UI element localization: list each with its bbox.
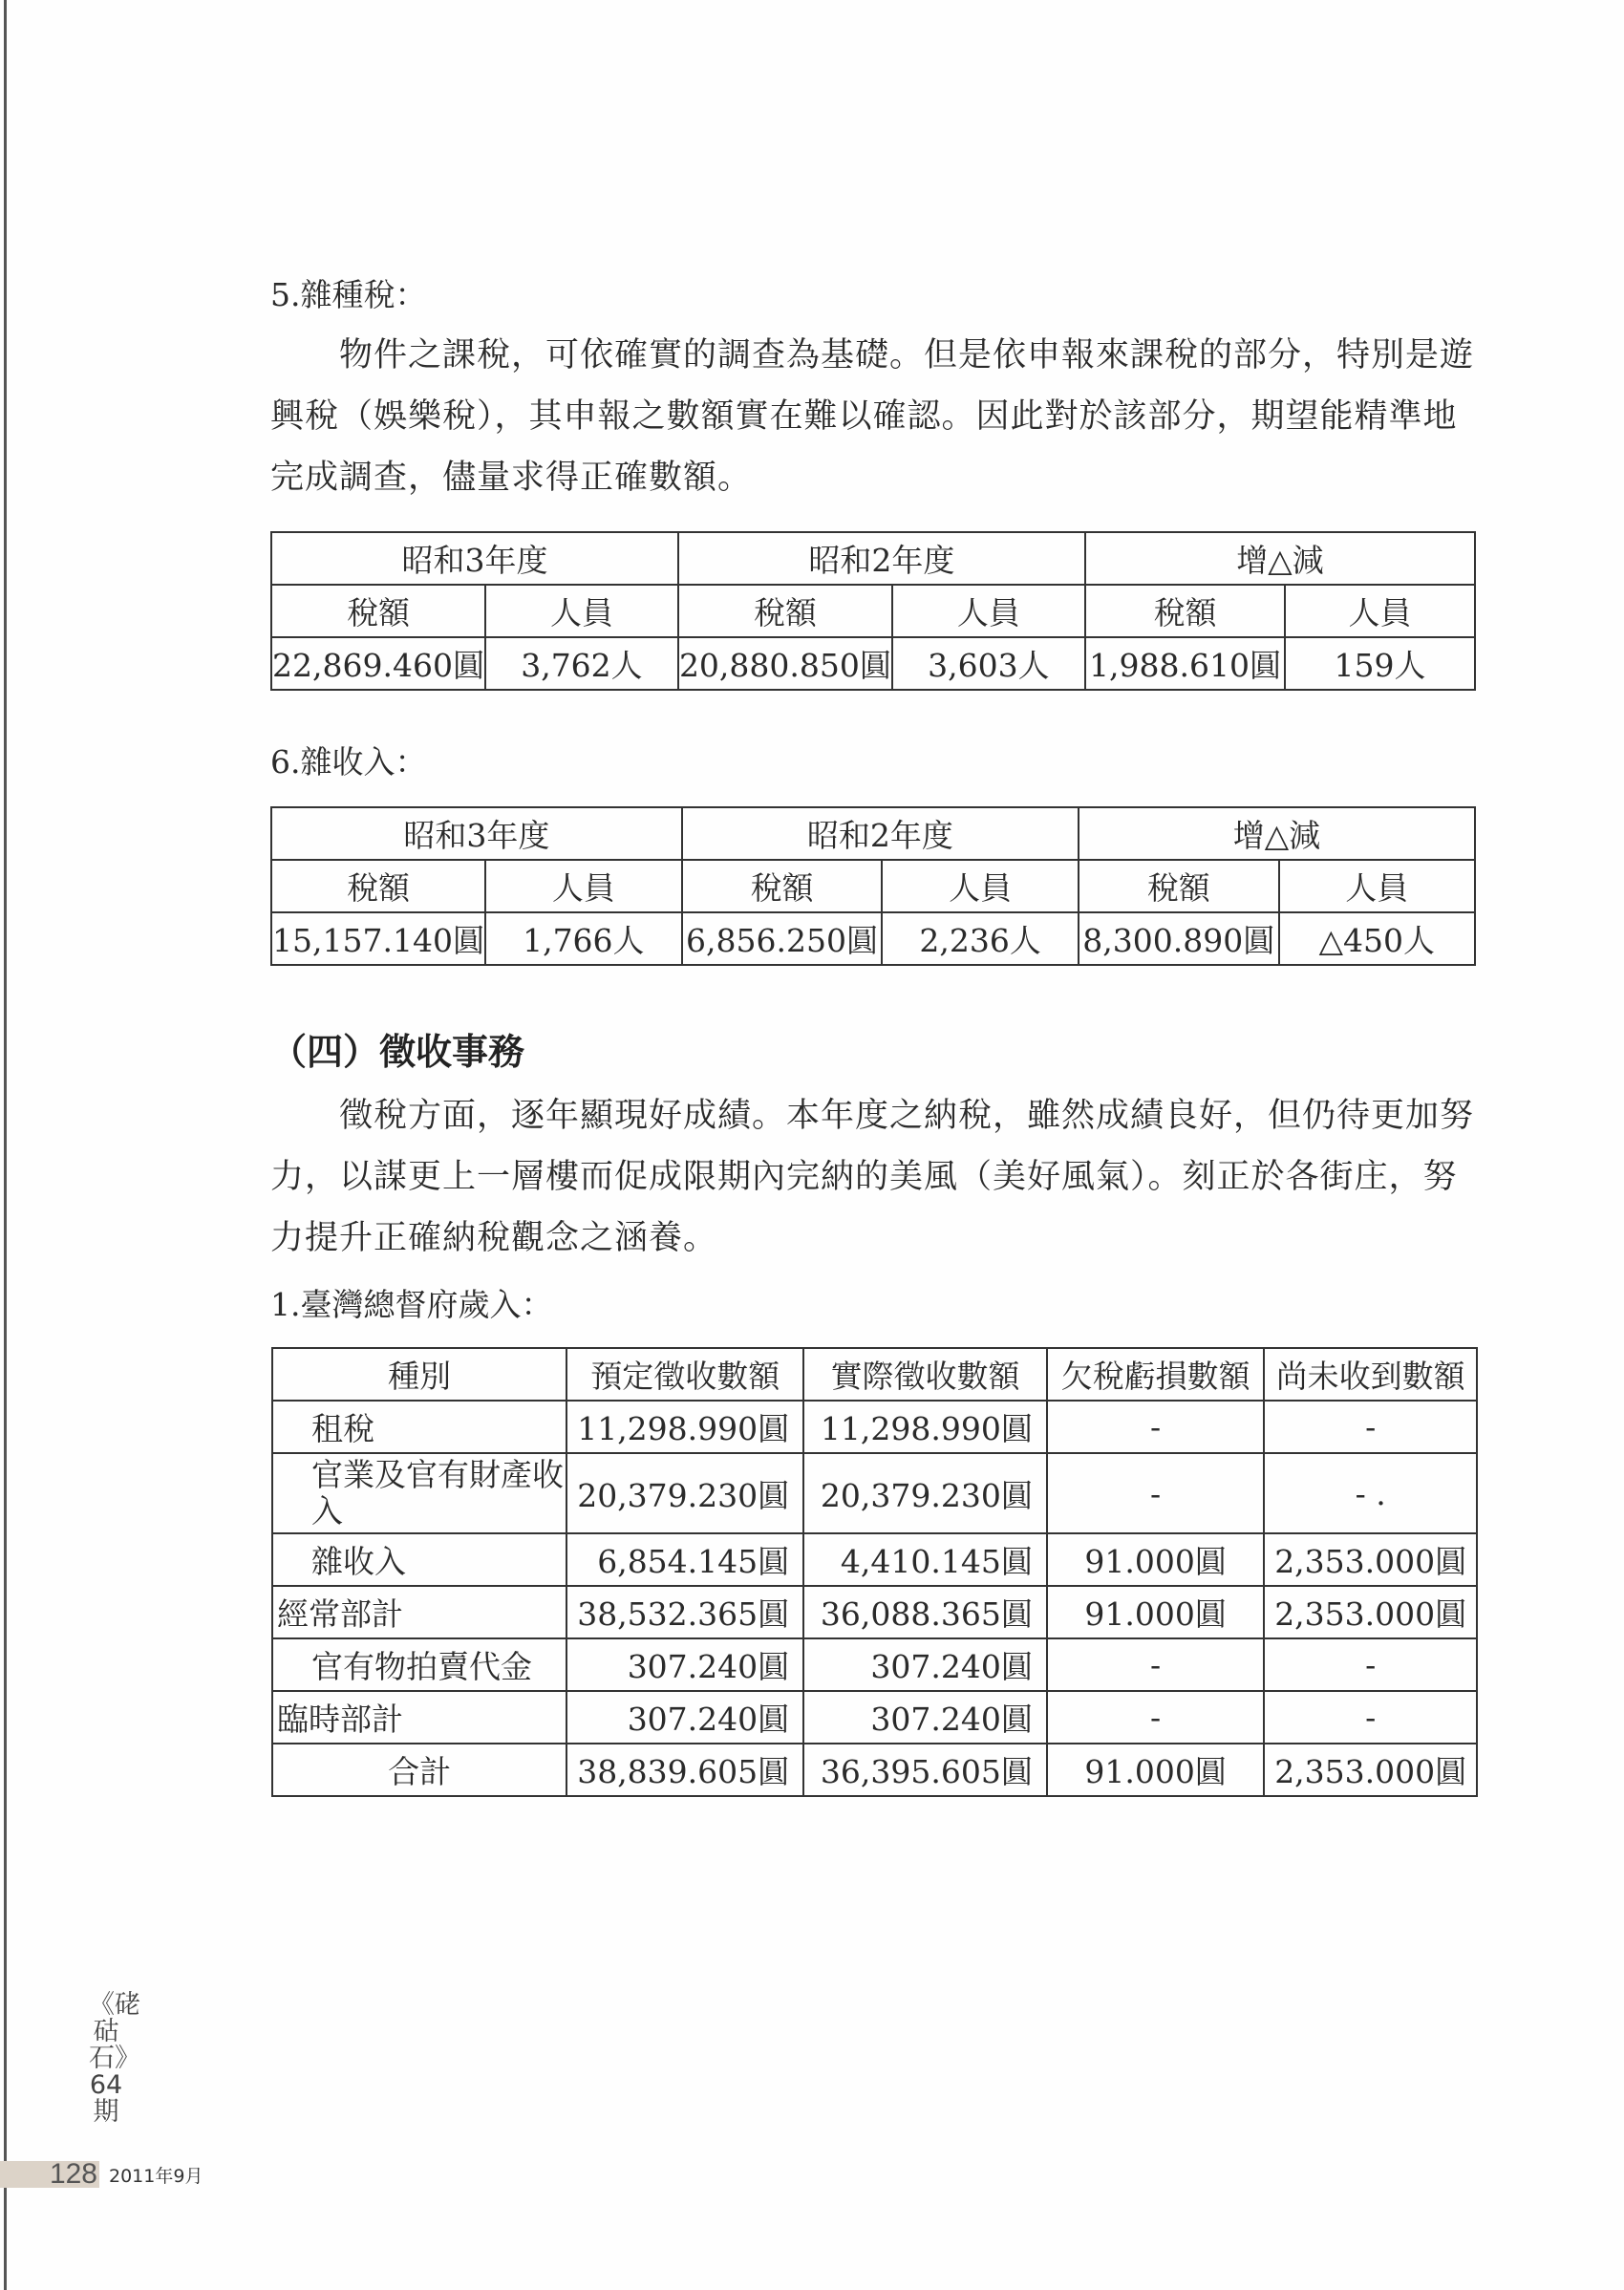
table-row: [272, 1744, 1477, 1796]
subheader: 稅額: [271, 860, 485, 912]
amount-cell: 38,839.605圓: [566, 1744, 803, 1796]
subheader: 稅額: [271, 585, 485, 637]
magazine-title: 《硓𥑮石》64期: [89, 1990, 140, 2127]
subheader: 人員: [485, 585, 678, 637]
table-row: [272, 1691, 1477, 1744]
table-misc-income: [270, 806, 1476, 966]
amount-cell: 307.240圓: [566, 1691, 803, 1744]
header-cell: 欠稅虧損數額: [1047, 1348, 1264, 1401]
header-cell: 實際徵收數額: [803, 1348, 1047, 1401]
cell: 159人: [1285, 637, 1475, 690]
subheader: 稅額: [1085, 585, 1285, 637]
header-cell: 預定徵收數額: [566, 1348, 803, 1401]
header-cell: 尚未收到數額: [1264, 1348, 1477, 1401]
cell: 2,236人: [882, 912, 1079, 965]
amount-cell: 36,088.365圓: [803, 1586, 1047, 1638]
cell: 22,869.460圓: [271, 637, 485, 690]
amount-cell: -: [1264, 1691, 1477, 1744]
amount-cell: 2,353.000圓: [1264, 1533, 1477, 1586]
issue-date: 2011年9月: [109, 2166, 203, 2187]
amount-cell: 2,353.000圓: [1264, 1744, 1477, 1796]
amount-cell: 36,395.605圓: [803, 1744, 1047, 1796]
amount-cell: 91.000圓: [1047, 1744, 1264, 1796]
cell: 15,157.140圓: [271, 912, 485, 965]
amount-cell: 307.240圓: [803, 1691, 1047, 1744]
amount-cell: -: [1047, 1638, 1264, 1691]
table-misc-tax: [270, 531, 1476, 691]
subheader: 人員: [892, 585, 1085, 637]
section4-heading: （四）徵收事務: [270, 1031, 525, 1073]
category-cell: 合計: [272, 1744, 566, 1796]
section5-title: 5.雜種稅：: [270, 276, 427, 313]
amount-cell: 6,854.145圓: [566, 1533, 803, 1586]
subheader: 稅額: [682, 860, 883, 912]
table-row: [272, 1453, 1477, 1533]
amount-cell: 20,379.230圓: [566, 1453, 803, 1533]
amount-cell: -: [1264, 1638, 1477, 1691]
cell: 3,762人: [485, 637, 678, 690]
table-revenue: [271, 1347, 1478, 1797]
amount-cell: - .: [1264, 1453, 1477, 1533]
table-row: [271, 912, 1475, 965]
cell: 6,856.250圓: [682, 912, 883, 965]
category-cell: 官業及官有財產收入: [272, 1453, 566, 1533]
cell: 3,603人: [892, 637, 1085, 690]
amount-cell: 91.000圓: [1047, 1533, 1264, 1586]
amount-cell: 20,379.230圓: [803, 1453, 1047, 1533]
subheader: 人員: [485, 860, 682, 912]
group-header: 昭和2年度: [678, 532, 1085, 585]
section6-title: 6.雜收入：: [270, 743, 427, 781]
amount-cell: 4,410.145圓: [803, 1533, 1047, 1586]
page-edge: [4, 0, 7, 2290]
table-row: [272, 1586, 1477, 1638]
section4-subtitle: 1.臺灣總督府歲入：: [270, 1286, 553, 1323]
group-header: 昭和2年度: [682, 807, 1079, 860]
group-header: 昭和3年度: [271, 532, 678, 585]
table-row: [272, 1638, 1477, 1691]
cell: 1,766人: [485, 912, 682, 965]
category-cell: 經常部計: [272, 1586, 566, 1638]
subheader: 稅額: [1079, 860, 1279, 912]
amount-cell: -: [1047, 1691, 1264, 1744]
amount-cell: 307.240圓: [566, 1638, 803, 1691]
amount-cell: -: [1264, 1401, 1477, 1453]
amount-cell: 11,298.990圓: [803, 1401, 1047, 1453]
page-number: 128: [0, 2161, 99, 2188]
subheader: 人員: [1285, 585, 1475, 637]
category-cell: 租稅: [272, 1401, 566, 1453]
amount-cell: 2,353.000圓: [1264, 1586, 1477, 1638]
category-cell: 臨時部計: [272, 1691, 566, 1744]
category-cell: 官有物拍賣代金: [272, 1638, 566, 1691]
header-cell: 種別: [272, 1348, 566, 1401]
amount-cell: -: [1047, 1401, 1264, 1453]
table-row: [272, 1533, 1477, 1586]
subheader: 人員: [882, 860, 1079, 912]
group-header: 昭和3年度: [271, 807, 682, 860]
subheader: 稅額: [678, 585, 892, 637]
cell: △450人: [1279, 912, 1475, 965]
amount-cell: 91.000圓: [1047, 1586, 1264, 1638]
category-cell: 雜收入: [272, 1533, 566, 1586]
section5-paragraph: 物件之課稅，可依確實的調查為基礎。但是依申報來課稅的部分，特別是遊興稅（娛樂稅），其申報之數額實在難以確認。因此對於該部分，期望能精準地完成調查，儘量求得正確數額。: [270, 336, 1475, 497]
table-row: [272, 1401, 1477, 1453]
amount-cell: -: [1047, 1453, 1264, 1533]
cell: 20,880.850圓: [678, 637, 892, 690]
subheader: 人員: [1279, 860, 1475, 912]
amount-cell: 11,298.990圓: [566, 1401, 803, 1453]
group-header: 增△減: [1079, 807, 1475, 860]
cell: 8,300.890圓: [1079, 912, 1279, 965]
amount-cell: 38,532.365圓: [566, 1586, 803, 1638]
section4-paragraph: 徵稅方面，逐年顯現好成績。本年度之納稅，雖然成績良好，但仍待更加努力，以謀更上一層樓而促成限期內完納的美風（美好風氣）。刻正於各街庄，努力提升正確納稅觀念之涵養。: [270, 1097, 1475, 1257]
amount-cell: 307.240圓: [803, 1638, 1047, 1691]
table-row: [271, 637, 1475, 690]
cell: 1,988.610圓: [1085, 637, 1285, 690]
group-header: 增△減: [1085, 532, 1475, 585]
